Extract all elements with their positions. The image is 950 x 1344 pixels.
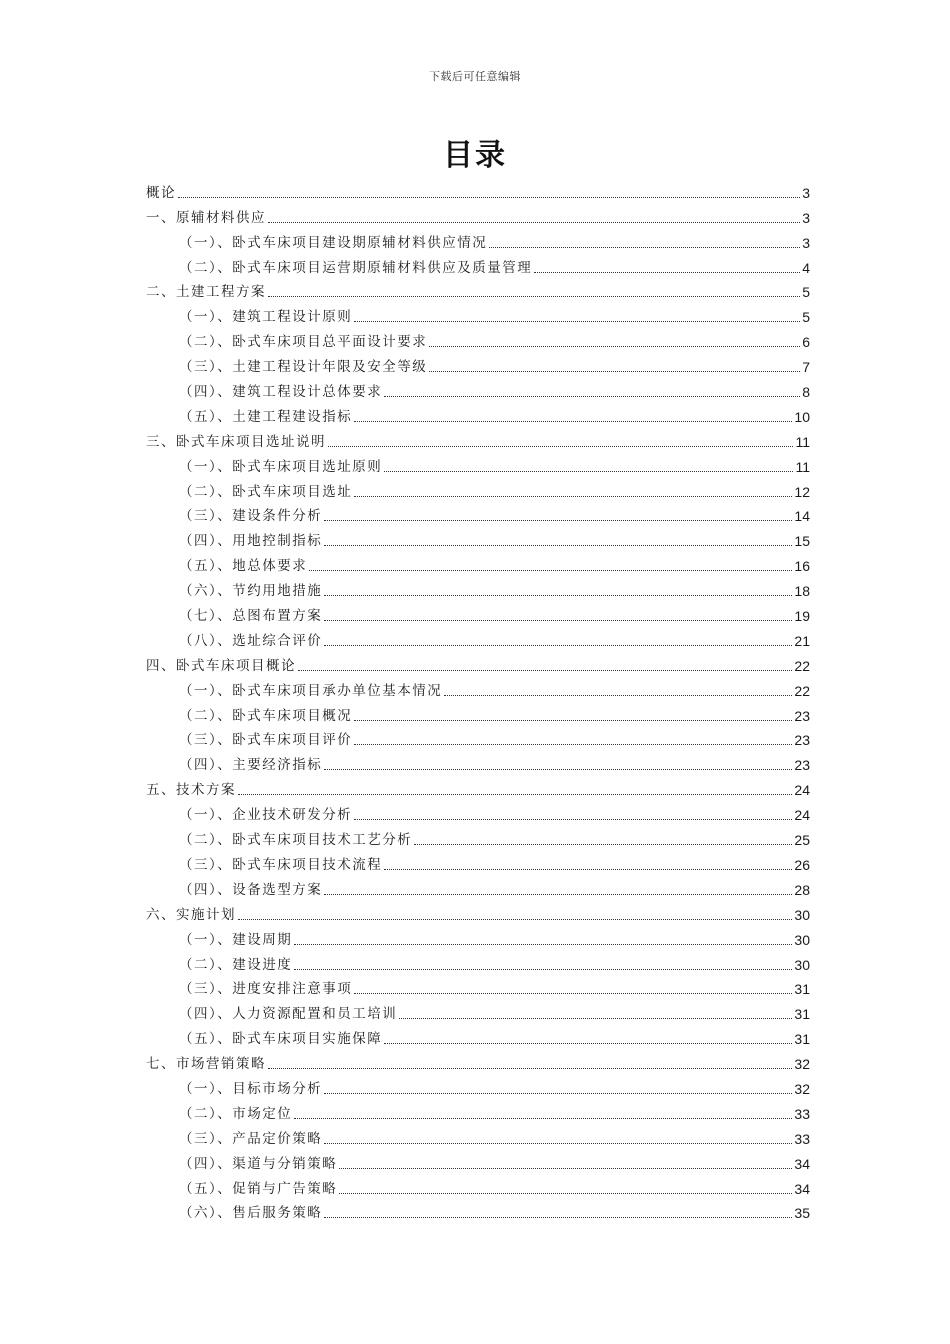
- dot-leader: [294, 1118, 792, 1119]
- dot-leader: [309, 570, 792, 571]
- dot-leader: [339, 1168, 792, 1169]
- toc-subentry[interactable]: [146, 575, 810, 600]
- toc-entry-label: （四）、渠道与分销策略: [179, 1155, 338, 1172]
- toc-entry-label: （五）、地总体要求: [179, 558, 308, 575]
- toc-subentry[interactable]: [146, 525, 810, 550]
- dot-leader: [354, 819, 792, 820]
- toc-entry-label: （三）、土建工程设计年限及安全等级: [179, 359, 428, 376]
- toc-page-number: 3: [802, 184, 810, 201]
- toc-page-number: 16: [794, 558, 810, 575]
- toc-entry-label: （六）、节约用地措施: [179, 583, 323, 600]
- dot-leader: [354, 496, 792, 497]
- toc-entry-label: 概论: [146, 184, 176, 201]
- toc-entry-label: （三）、建设条件分析: [179, 508, 323, 525]
- toc-page-number: 24: [794, 807, 810, 824]
- toc-subentry[interactable]: [146, 401, 810, 426]
- toc-entry-label: （五）、土建工程建设指标: [179, 408, 353, 425]
- dot-leader: [354, 421, 792, 422]
- toc-entry-label: （七）、总图布置方案: [179, 608, 323, 625]
- toc-subentry[interactable]: [146, 252, 810, 277]
- toc-entry-label: （二）、卧式车床项目运营期原辅材料供应及质量管理: [179, 259, 533, 276]
- toc-page-number: 32: [794, 1080, 810, 1097]
- toc-page-number: 3: [802, 209, 810, 226]
- toc-page-number: 24: [794, 782, 810, 799]
- toc-entry-label: （一）、建筑工程设计原则: [179, 309, 353, 326]
- page-title: 目录: [443, 138, 507, 173]
- toc-subentry[interactable]: [146, 1098, 810, 1123]
- toc-page-number: 7: [802, 359, 810, 376]
- toc-subentry[interactable]: [146, 675, 810, 700]
- toc-entry-label: 七、市场营销策略: [146, 1056, 266, 1073]
- toc-entry-label: （二）、建设进度: [179, 956, 293, 973]
- toc-entry-label: （二）、卧式车床项目选址: [179, 483, 353, 500]
- toc-entry-label: （八）、选址综合评价: [179, 632, 323, 649]
- toc-page-number: 5: [802, 284, 810, 301]
- toc-subentry[interactable]: [146, 700, 810, 725]
- dot-leader: [324, 769, 792, 770]
- toc-entry-label: （四）、人力资源配置和员工培训: [179, 1006, 398, 1023]
- dot-leader: [324, 520, 792, 521]
- toc-page-number: 19: [794, 608, 810, 625]
- toc-subentry[interactable]: [146, 376, 810, 401]
- toc-page-number: 5: [802, 309, 810, 326]
- header-note: 下载后可任意编辑: [429, 70, 521, 83]
- toc-page-number: 31: [794, 1031, 810, 1048]
- toc-entry-label: （一）、卧式车床项目承办单位基本情况: [179, 682, 443, 699]
- toc-page-number: 28: [794, 881, 810, 898]
- toc-entry-label: 五、技术方案: [146, 782, 236, 799]
- toc-page-number: 22: [794, 682, 810, 699]
- toc-subentry[interactable]: [146, 451, 810, 476]
- dot-leader: [534, 272, 800, 273]
- toc-subentry[interactable]: [146, 924, 810, 949]
- toc-entry-label: （二）、卧式车床项目总平面设计要求: [179, 334, 428, 351]
- dot-leader: [339, 1193, 792, 1194]
- dot-leader: [298, 670, 792, 671]
- toc-subentry[interactable]: [146, 1073, 810, 1098]
- toc-entry-label: （五）、卧式车床项目实施保障: [179, 1031, 383, 1048]
- toc-page-number: 11: [795, 433, 810, 450]
- toc-entry-label: （三）、产品定价策略: [179, 1130, 323, 1147]
- toc-entry-label: （五）、促销与广告策略: [179, 1180, 338, 1197]
- toc-page-number: 34: [794, 1155, 810, 1172]
- toc-subentry[interactable]: [146, 725, 810, 750]
- toc-page-number: 25: [794, 832, 810, 849]
- dot-leader: [324, 545, 792, 546]
- toc-subentry[interactable]: [146, 824, 810, 849]
- toc-subentry[interactable]: [146, 1148, 810, 1173]
- toc-entry-label: （二）、卧式车床项目概况: [179, 707, 353, 724]
- toc-page-number: 34: [794, 1180, 810, 1197]
- toc-subentry[interactable]: [146, 326, 810, 351]
- toc-subentry[interactable]: [146, 550, 810, 575]
- toc-entry-label: （四）、设备选型方案: [179, 881, 323, 898]
- dot-leader: [384, 396, 800, 397]
- toc-entry-label: 一、原辅材料供应: [146, 209, 266, 226]
- toc-page-number: 30: [794, 931, 810, 948]
- toc-entry[interactable]: [146, 650, 810, 675]
- toc-entry[interactable]: [146, 277, 810, 302]
- toc-subentry[interactable]: [146, 1023, 810, 1048]
- toc-entry-label: （一）、企业技术研发分析: [179, 807, 353, 824]
- toc-subentry[interactable]: [146, 301, 810, 326]
- toc-page-number: 8: [802, 384, 810, 401]
- toc-subentry[interactable]: [146, 849, 810, 874]
- toc-page-number: 33: [794, 1105, 810, 1122]
- dot-leader: [238, 919, 792, 920]
- table-of-contents: [146, 177, 810, 1222]
- dot-leader: [324, 645, 792, 646]
- dot-leader: [429, 346, 800, 347]
- toc-page-number: 26: [794, 856, 810, 873]
- toc-subentry[interactable]: [146, 476, 810, 501]
- toc-page-number: 3: [802, 234, 810, 251]
- toc-page-number: 14: [794, 508, 810, 525]
- dot-leader: [268, 1068, 792, 1069]
- toc-page-number: 33: [794, 1130, 810, 1147]
- dot-leader: [354, 744, 792, 745]
- dot-leader: [328, 446, 793, 447]
- toc-entry-label: （三）、卧式车床项目技术流程: [179, 856, 383, 873]
- dot-leader: [324, 595, 792, 596]
- toc-entry[interactable]: [146, 177, 810, 202]
- toc-page-number: 15: [794, 533, 810, 550]
- toc-subentry[interactable]: [146, 874, 810, 899]
- toc-subentry[interactable]: [146, 1198, 810, 1223]
- toc-entry[interactable]: [146, 426, 810, 451]
- toc-page-number: 31: [794, 981, 810, 998]
- toc-subentry[interactable]: [146, 949, 810, 974]
- dot-leader: [354, 321, 800, 322]
- dot-leader: [354, 720, 792, 721]
- toc-entry[interactable]: [146, 202, 810, 227]
- toc-subentry[interactable]: [146, 749, 810, 774]
- toc-entry-label: （三）、卧式车床项目评价: [179, 732, 353, 749]
- dot-leader: [324, 894, 792, 895]
- toc-page-number: 23: [794, 707, 810, 724]
- toc-subentry[interactable]: [146, 351, 810, 376]
- toc-entry-label: （四）、建筑工程设计总体要求: [179, 384, 383, 401]
- dot-leader: [324, 1093, 792, 1094]
- toc-subentry[interactable]: [146, 501, 810, 526]
- dot-leader: [399, 1018, 792, 1019]
- toc-subentry[interactable]: [146, 799, 810, 824]
- toc-entry-label: （四）、主要经济指标: [179, 757, 323, 774]
- toc-subentry[interactable]: [146, 600, 810, 625]
- toc-entry-label: 三、卧式车床项目选址说明: [146, 433, 326, 450]
- toc-page-number: 23: [794, 757, 810, 774]
- toc-page-number: 23: [794, 732, 810, 749]
- toc-subentry[interactable]: [146, 1173, 810, 1198]
- toc-page-number: 10: [794, 408, 810, 425]
- dot-leader: [178, 197, 800, 198]
- toc-entry-label: （六）、售后服务策略: [179, 1205, 323, 1222]
- dot-leader: [384, 471, 793, 472]
- dot-leader: [384, 1043, 792, 1044]
- dot-leader: [444, 695, 792, 696]
- toc-subentry[interactable]: [146, 998, 810, 1023]
- toc-entry-label: 六、实施计划: [146, 906, 236, 923]
- toc-page-number: 21: [794, 632, 810, 649]
- toc-page-number: 30: [794, 906, 810, 923]
- toc-page-number: 30: [794, 956, 810, 973]
- toc-page-number: 6: [802, 334, 810, 351]
- toc-entry-label: （四）、用地控制指标: [179, 533, 323, 550]
- toc-entry[interactable]: [146, 899, 810, 924]
- dot-leader: [324, 620, 792, 621]
- toc-entry-label: （一）、建设周期: [179, 931, 293, 948]
- dot-leader: [268, 296, 800, 297]
- toc-subentry[interactable]: [146, 1123, 810, 1148]
- toc-page-number: 11: [795, 458, 810, 475]
- toc-page-number: 35: [794, 1205, 810, 1222]
- toc-page-number: 12: [794, 483, 810, 500]
- dot-leader: [414, 844, 792, 845]
- dot-leader: [324, 1143, 792, 1144]
- toc-page-number: 22: [794, 657, 810, 674]
- toc-entry-label: （二）、卧式车床项目技术工艺分析: [179, 832, 413, 849]
- toc-entry-label: （一）、卧式车床项目选址原则: [179, 458, 383, 475]
- dot-leader: [294, 969, 792, 970]
- toc-subentry[interactable]: [146, 227, 810, 252]
- dot-leader: [294, 944, 792, 945]
- toc-entry-label: （三）、进度安排注意事项: [179, 981, 353, 998]
- toc-entry-label: （二）、市场定位: [179, 1105, 293, 1122]
- toc-page-number: 32: [794, 1056, 810, 1073]
- dot-leader: [324, 1217, 792, 1218]
- toc-entry-label: （一）、卧式车床项目建设期原辅材料供应情况: [179, 234, 488, 251]
- toc-entry-label: （一）、目标市场分析: [179, 1080, 323, 1097]
- dot-leader: [354, 993, 792, 994]
- dot-leader: [489, 247, 800, 248]
- toc-page-number: 4: [802, 259, 810, 276]
- dot-leader: [384, 869, 792, 870]
- toc-subentry[interactable]: [146, 974, 810, 999]
- dot-leader: [429, 371, 800, 372]
- toc-subentry[interactable]: [146, 625, 810, 650]
- toc-page-number: 18: [794, 583, 810, 600]
- toc-entry-label: 二、土建工程方案: [146, 284, 266, 301]
- toc-entry-label: 四、卧式车床项目概论: [146, 657, 296, 674]
- toc-entry[interactable]: [146, 774, 810, 799]
- toc-page-number: 31: [794, 1006, 810, 1023]
- dot-leader: [238, 794, 792, 795]
- dot-leader: [268, 222, 800, 223]
- toc-entry[interactable]: [146, 1048, 810, 1073]
